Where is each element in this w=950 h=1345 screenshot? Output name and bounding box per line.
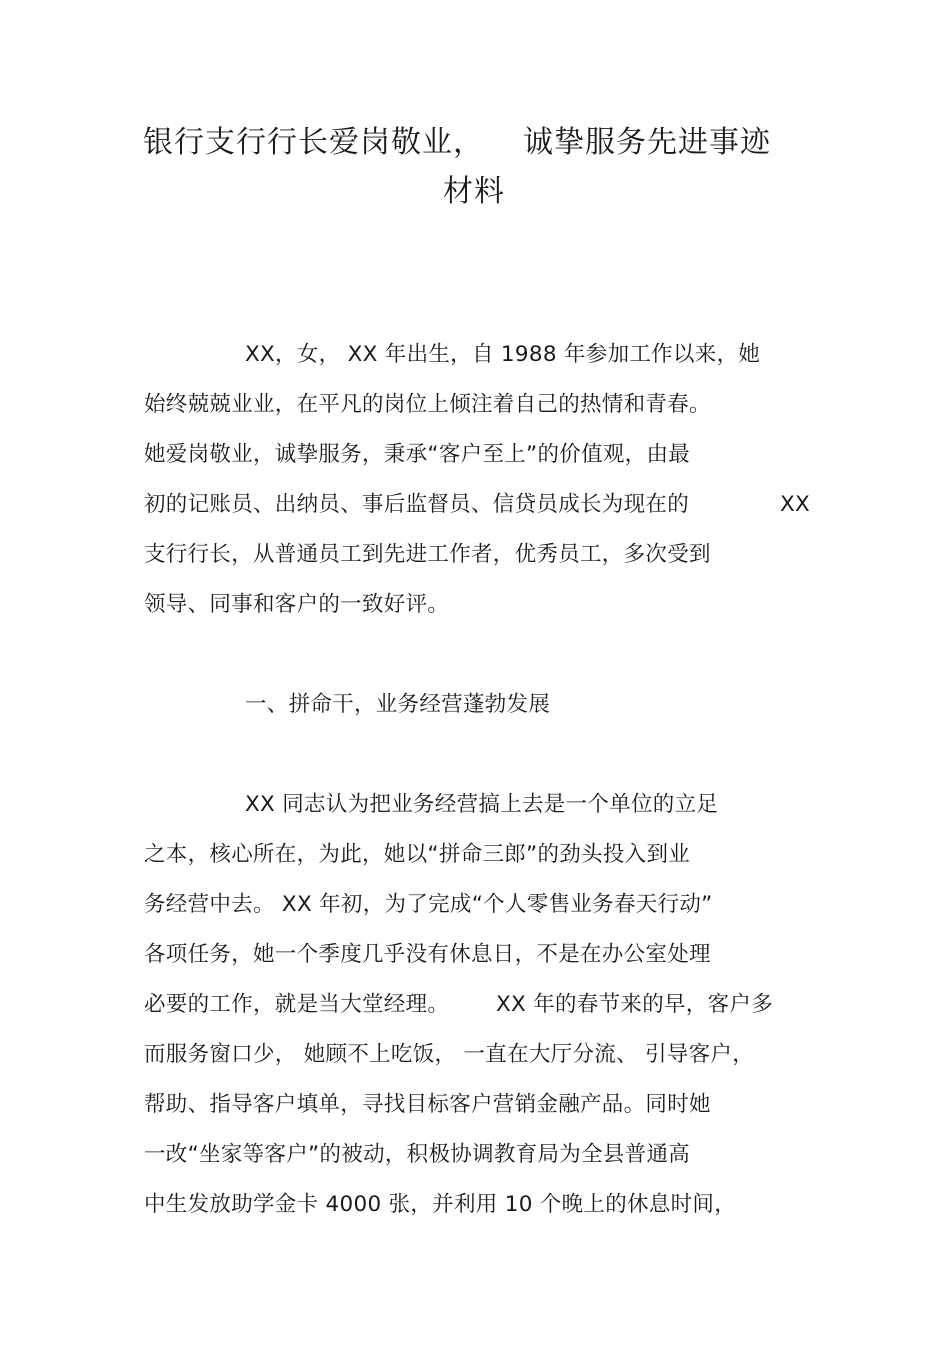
- section-1-line-4: 各项任务，她一个季度几乎没有休息日，不是在办公室处理: [144, 942, 711, 967]
- section-1-line-1: XX 同志认为把业务经营搞上去是一个单位的立足: [245, 792, 719, 817]
- section-1-heading: 一、拼命干，业务经营蓬勃发展: [245, 692, 551, 717]
- document-title-line2: 材料: [443, 174, 505, 209]
- intro-line-4-xx: XX: [780, 492, 811, 517]
- section-1-line-5a: 必要的工作，就是当大堂经理。: [144, 992, 450, 1017]
- intro-line-1: XX，女， XX 年出生，自 1988 年参加工作以来，她: [245, 342, 761, 367]
- document-title-part1: 银行支行行长爱岗敬业，: [143, 125, 484, 160]
- section-1-line-9: 中生发放助学金卡 4000 张，并利用 10 个晚上的休息时间，: [144, 1192, 737, 1217]
- intro-line-2: 始终兢兢业业，在平凡的岗位上倾注着自己的热情和青春。: [144, 392, 711, 417]
- section-1-line-6: 而服务窗口少， 她顾不上吃饭， 一直在大厅分流、 引导客户，: [144, 1042, 755, 1067]
- intro-line-5: 支行行长，从普通员工到先进工作者，优秀员工，多次受到: [144, 542, 711, 567]
- section-1-line-7: 帮助、指导客户填单，寻找目标客户营销金融产品。同时她: [144, 1092, 711, 1117]
- document-title-part2: 诚挚服务先进事迹: [523, 125, 771, 160]
- section-1-line-2: 之本，核心所在，为此，她以“拼命三郎”的劲头投入到业: [144, 842, 691, 867]
- intro-line-3: 她爱岗敬业，诚挚服务，秉承“客户至上”的价值观，由最: [144, 442, 691, 467]
- section-1-line-3: 务经营中去。 XX 年初，为了完成“个人零售业务春天行动”: [144, 892, 713, 917]
- section-1-line-5b: XX 年的春节来的早，客户多: [496, 992, 773, 1017]
- intro-line-4: 初的记账员、出纳员、事后监督员、信贷员成长为现在的: [144, 492, 690, 517]
- intro-line-6: 领导、同事和客户的一致好评。: [144, 592, 450, 617]
- section-1-line-8: 一改“坐家等客户”的被动，积极协调教育局为全县普通高: [144, 1142, 691, 1167]
